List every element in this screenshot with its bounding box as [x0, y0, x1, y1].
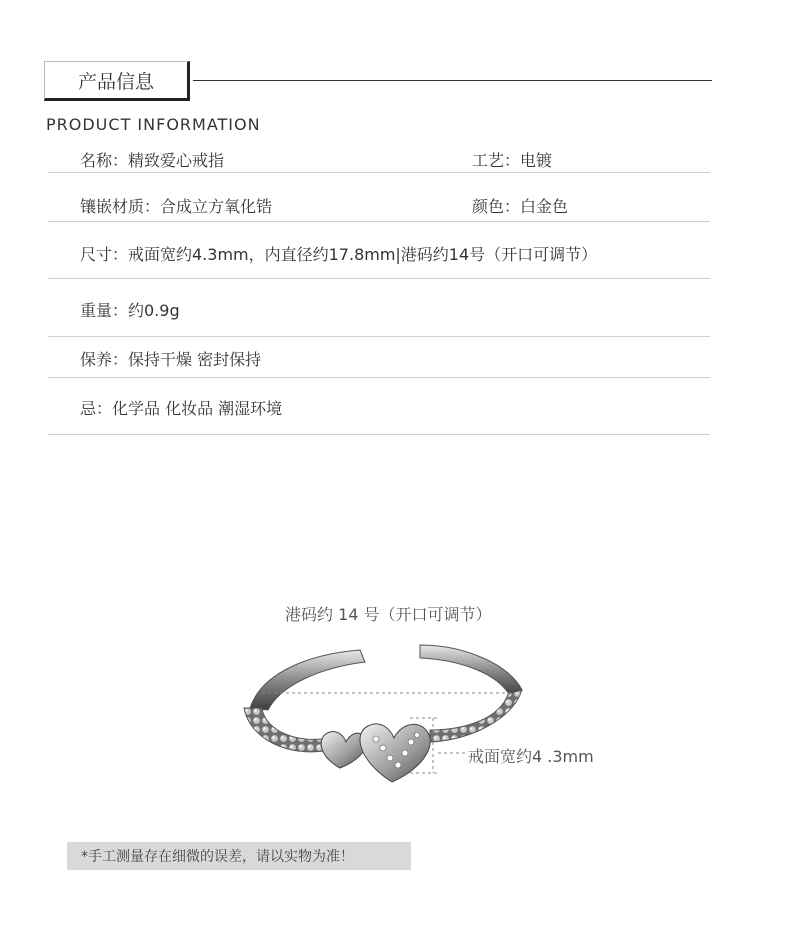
info-row-name: [48, 135, 710, 173]
info-row-avoid: [48, 378, 710, 435]
measurement-note-text: *手工测量存在细微的误差，请以实物为准！: [81, 849, 354, 865]
ring-band-twisted: [244, 708, 330, 752]
product-care: 保养：保持干燥 密封保持: [80, 350, 262, 369]
ring-size-label: 港码约 14 号（开口可调节）: [285, 605, 492, 624]
info-row-care: [48, 337, 710, 378]
product-craft: 工艺：电镀: [472, 151, 553, 170]
ring-width-label: 戒面宽约4 .3mm: [468, 747, 594, 766]
section-title: 产品信息: [77, 70, 154, 93]
product-color: 颜色：白金色: [472, 197, 569, 216]
product-name: 名称：精致爱心戒指: [80, 151, 225, 170]
product-info-table: [48, 135, 710, 435]
title-divider: [193, 80, 712, 81]
product-material: 镶嵌材质：合成立方氧化锆: [80, 197, 273, 216]
section-title-box: [44, 61, 190, 101]
measurement-note: [67, 842, 411, 870]
ring-size-diagram: [0, 590, 800, 800]
section-subtitle: PRODUCT INFORMATION: [46, 115, 261, 134]
info-row-size: [48, 222, 710, 279]
product-weight: 重量：约0.9g: [80, 301, 180, 320]
info-row-weight: [48, 279, 710, 337]
product-size: 尺寸：戒面宽约4.3mm，内直径约17.8mm|港码约14号（开口可调节）: [80, 245, 598, 264]
ring-band-twisted-right: [430, 690, 522, 742]
ring-band-right-end: [420, 645, 522, 696]
ring-band-left-end: [250, 650, 365, 710]
info-row-material: [48, 173, 710, 222]
large-heart: [360, 724, 430, 782]
product-avoid: 忌：化学品 化妆品 潮湿环境: [80, 399, 283, 418]
